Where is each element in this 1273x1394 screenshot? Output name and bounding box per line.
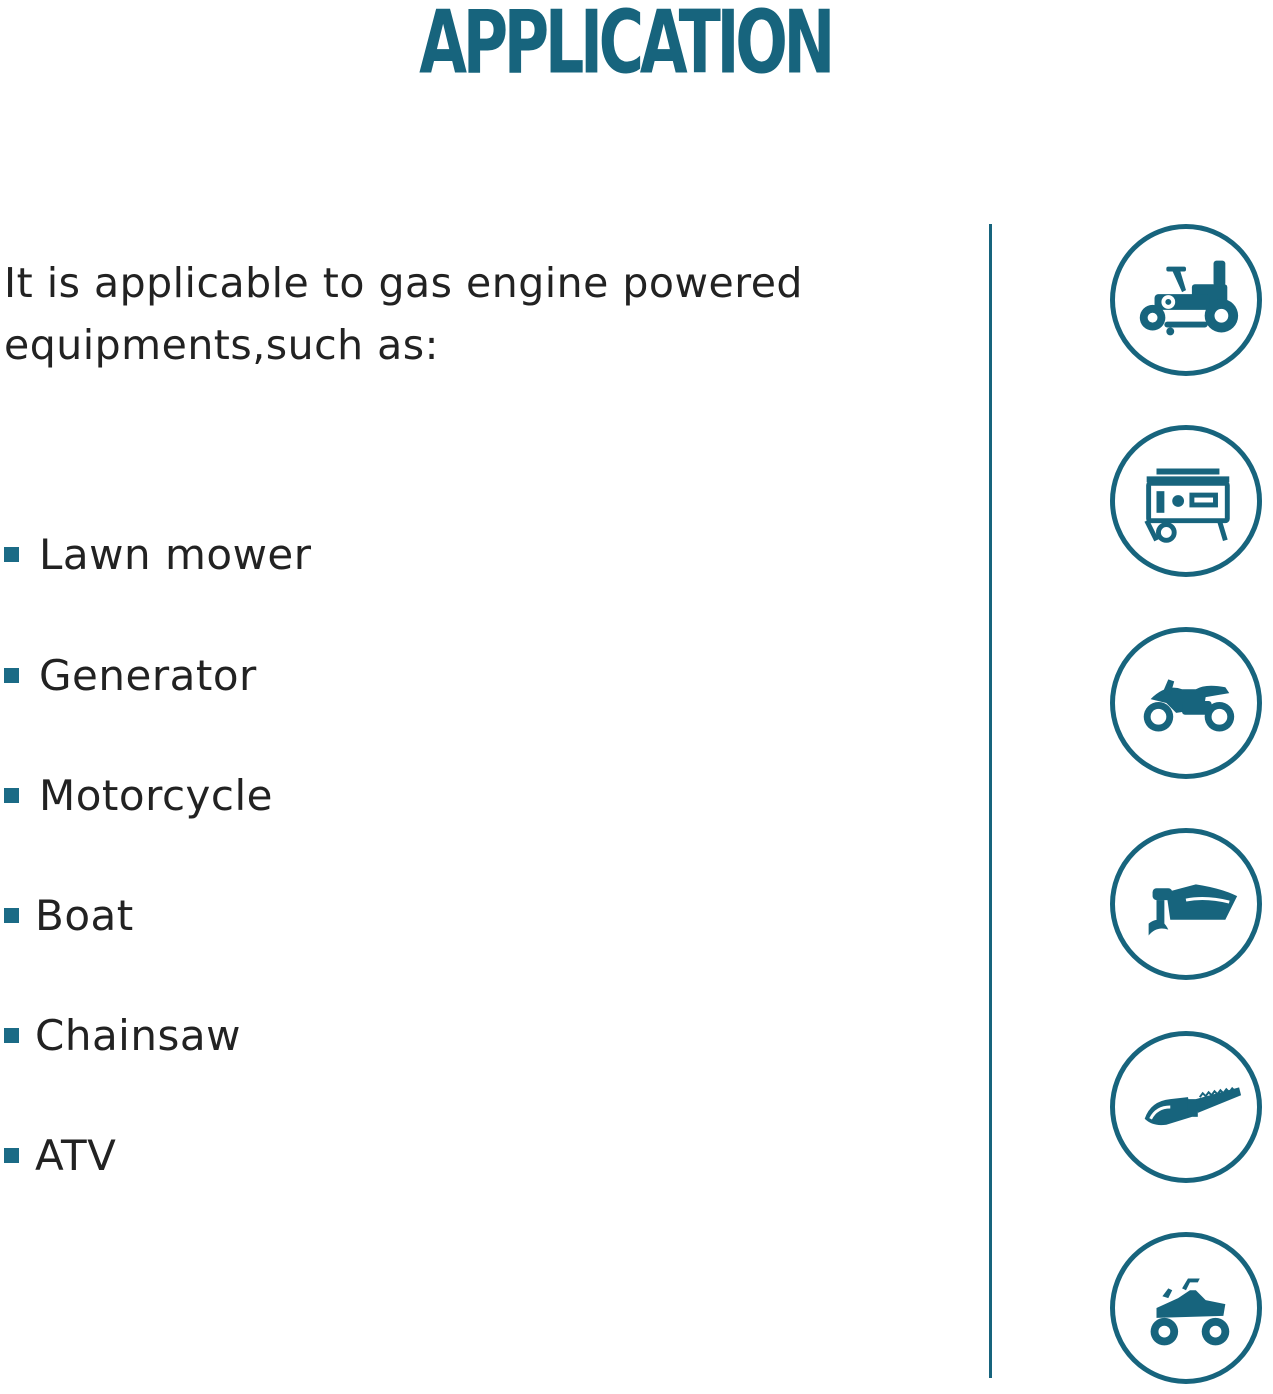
motorcycle-icon xyxy=(1110,627,1262,779)
intro-text: It is applicable to gas engine powered equipments,such as: xyxy=(4,259,803,369)
atv-icon xyxy=(1110,1232,1262,1384)
chainsaw-icon xyxy=(1110,1031,1262,1183)
bullet-icon xyxy=(4,1028,19,1043)
list-item-label: Lawn mower xyxy=(39,529,312,579)
lawn-mower-icon xyxy=(1110,224,1262,376)
list-item xyxy=(4,1005,604,1065)
page-title: APPLICATION xyxy=(419,0,831,94)
list-item xyxy=(4,1125,604,1185)
boat-icon xyxy=(1110,828,1262,980)
list-item-label: Boat xyxy=(35,890,134,940)
list-item xyxy=(4,645,604,705)
bullet-icon xyxy=(4,908,19,923)
list-item xyxy=(4,524,604,584)
bullet-icon xyxy=(4,547,19,562)
bullet-icon xyxy=(4,788,19,803)
list-item xyxy=(4,885,604,945)
bullet-icon xyxy=(4,1148,19,1163)
generator-icon xyxy=(1110,425,1262,577)
list-item-label: Generator xyxy=(39,650,257,700)
list-item-label: ATV xyxy=(35,1130,117,1180)
bullet-icon xyxy=(4,668,19,683)
list-item xyxy=(4,765,604,825)
list-item-label: Chainsaw xyxy=(35,1010,241,1060)
vertical-divider xyxy=(989,224,992,1378)
list-item-label: Motorcycle xyxy=(39,770,273,820)
